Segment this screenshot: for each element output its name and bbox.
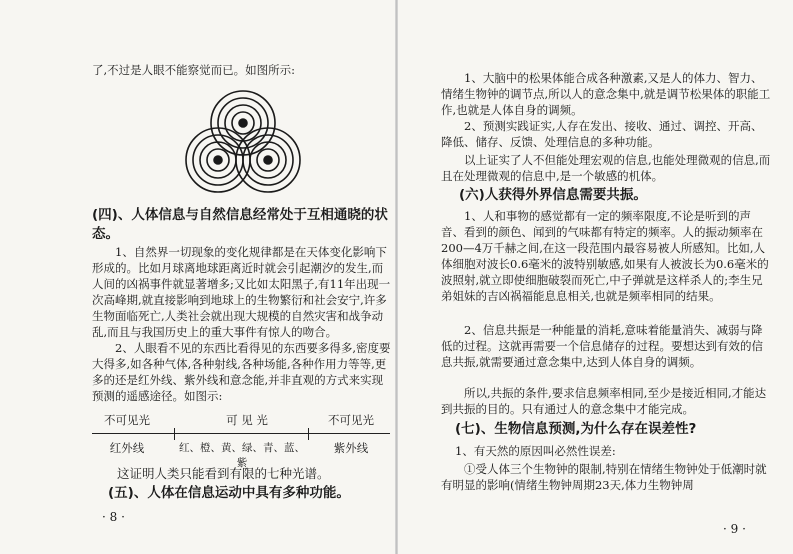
right-paragraph-1: 1、大脑中的松果体能合成各种激素,又是人的体力、智力、情绪生物钟的调节点,所以人的意念集中,就是调节松果体的职能工作,也就是人体自身的调频。	[441, 71, 771, 117]
section-heading-7: (七)、生物信息预测,为什么存在误差性?	[455, 421, 697, 437]
left-page	[0, 0, 396, 554]
spectrum-colors: 红、橙、黄、绿、青、蓝、紫	[179, 442, 305, 469]
left-paragraph-3: 这证明人类只能看到有限的七种光谱。	[117, 466, 330, 481]
right-page	[397, 0, 793, 554]
left-paragraph-2: 2、人眼看不见的东西比看得见的东西要多得多,密度要大得多,如各种气体,各种射线,各种场能,各种作用力等等,更多的还是红外线、紫外线和意念能,并非直观的方式来实现预测的遥感途径。如图示:	[92, 341, 391, 403]
right-paragraph-3: 以上证实了人不但能处理宏观的信息,也能处理微观的信息,而且在处理微观的信息中,是一个敏感的机体。	[441, 153, 771, 183]
light-spectrum-diagram	[92, 412, 390, 469]
three-circles-figure	[178, 88, 308, 198]
right-paragraph-6: 所以,共振的条件,要求信息频率相同,至少是接近相同,才能达到共振的目的。只有通过人的意念集中才能完成。	[441, 386, 767, 416]
page-number-left: · 8 ·	[102, 510, 125, 524]
right-paragraph-4: 1、人和事物的感觉都有一定的频率限度,不论是听到的声音、看到的颜色、闻到的气味都有特定的频率。人的振动频率在200—4万千赫之间,在这一段范围内最容易被人所感知。比如,人体细胞对波长0.6毫米的波特别敏感,如果有人被波长为0.6毫米的波照射,就立即使细胞破裂而死亡,中子弹就是这样杀人的;李生兄弟姐妹的吉凶祸福能息息相关,也就是频率相同的结果。	[441, 209, 769, 303]
spectrum-ultraviolet: 紫外线	[333, 441, 369, 455]
left-line1: 了,不过是人眼不能察觉而已。如图所示:	[92, 63, 296, 77]
spectrum-divider-right	[308, 428, 309, 440]
section-heading-4: (四)、人体信息与自然信息经常处于互相通晓的状态。	[92, 207, 388, 242]
right-paragraph-7: 1、有天然的原因叫必然性误差:	[455, 444, 616, 458]
spectrum-invisible-left: 不可见光	[104, 413, 150, 427]
right-paragraph-5: 2、信息共振是一种能量的消耗,意味着能量消失、减弱与降低的过程。这就再需要一个信息储存的过程。要想达到有效的信息共振,就需要通过意念集中,达到人体自身的调频。	[441, 323, 763, 369]
spectrum-invisible-right: 不可见光	[328, 413, 374, 427]
spectrum-infrared: 红外线	[109, 441, 145, 455]
spectrum-divider-left	[174, 428, 175, 440]
page-number-right: · 9 ·	[723, 522, 746, 536]
right-paragraph-8: ①受人体三个生物钟的限制,特别在情绪生物钟处于低潮时就有明显的影响(情绪生物钟周期23天,体力生物钟周	[441, 462, 767, 492]
spectrum-line	[92, 433, 390, 434]
right-paragraph-2: 2、预测实践证实,人存在发出、接收、通过、调控、开高、降低、储存、反馈、处理信息的多种功能。	[441, 119, 763, 149]
left-paragraph-1: 1、自然界一切现象的变化规律都是在天体变化影响下形成的。比如月球离地球距离近时就会引起潮汐的发生,而人间的凶祸事件就显著增多;又比如太阳黑子,有11年出现一次高峰期,就直接影响到地球上的生物繁衍和社会安宁,许多生物面临死亡,人类社会就出现大规模的自然灾害和战争动乱,而且与我国历史上的重大事件有惊人的吻合。	[92, 245, 391, 339]
spectrum-visible: 可 见 光	[226, 413, 268, 427]
section-heading-5: (五)、人体在信息运动中具有多种功能。	[108, 485, 350, 501]
section-heading-6: (六)人获得外界信息需要共振。	[459, 187, 647, 203]
